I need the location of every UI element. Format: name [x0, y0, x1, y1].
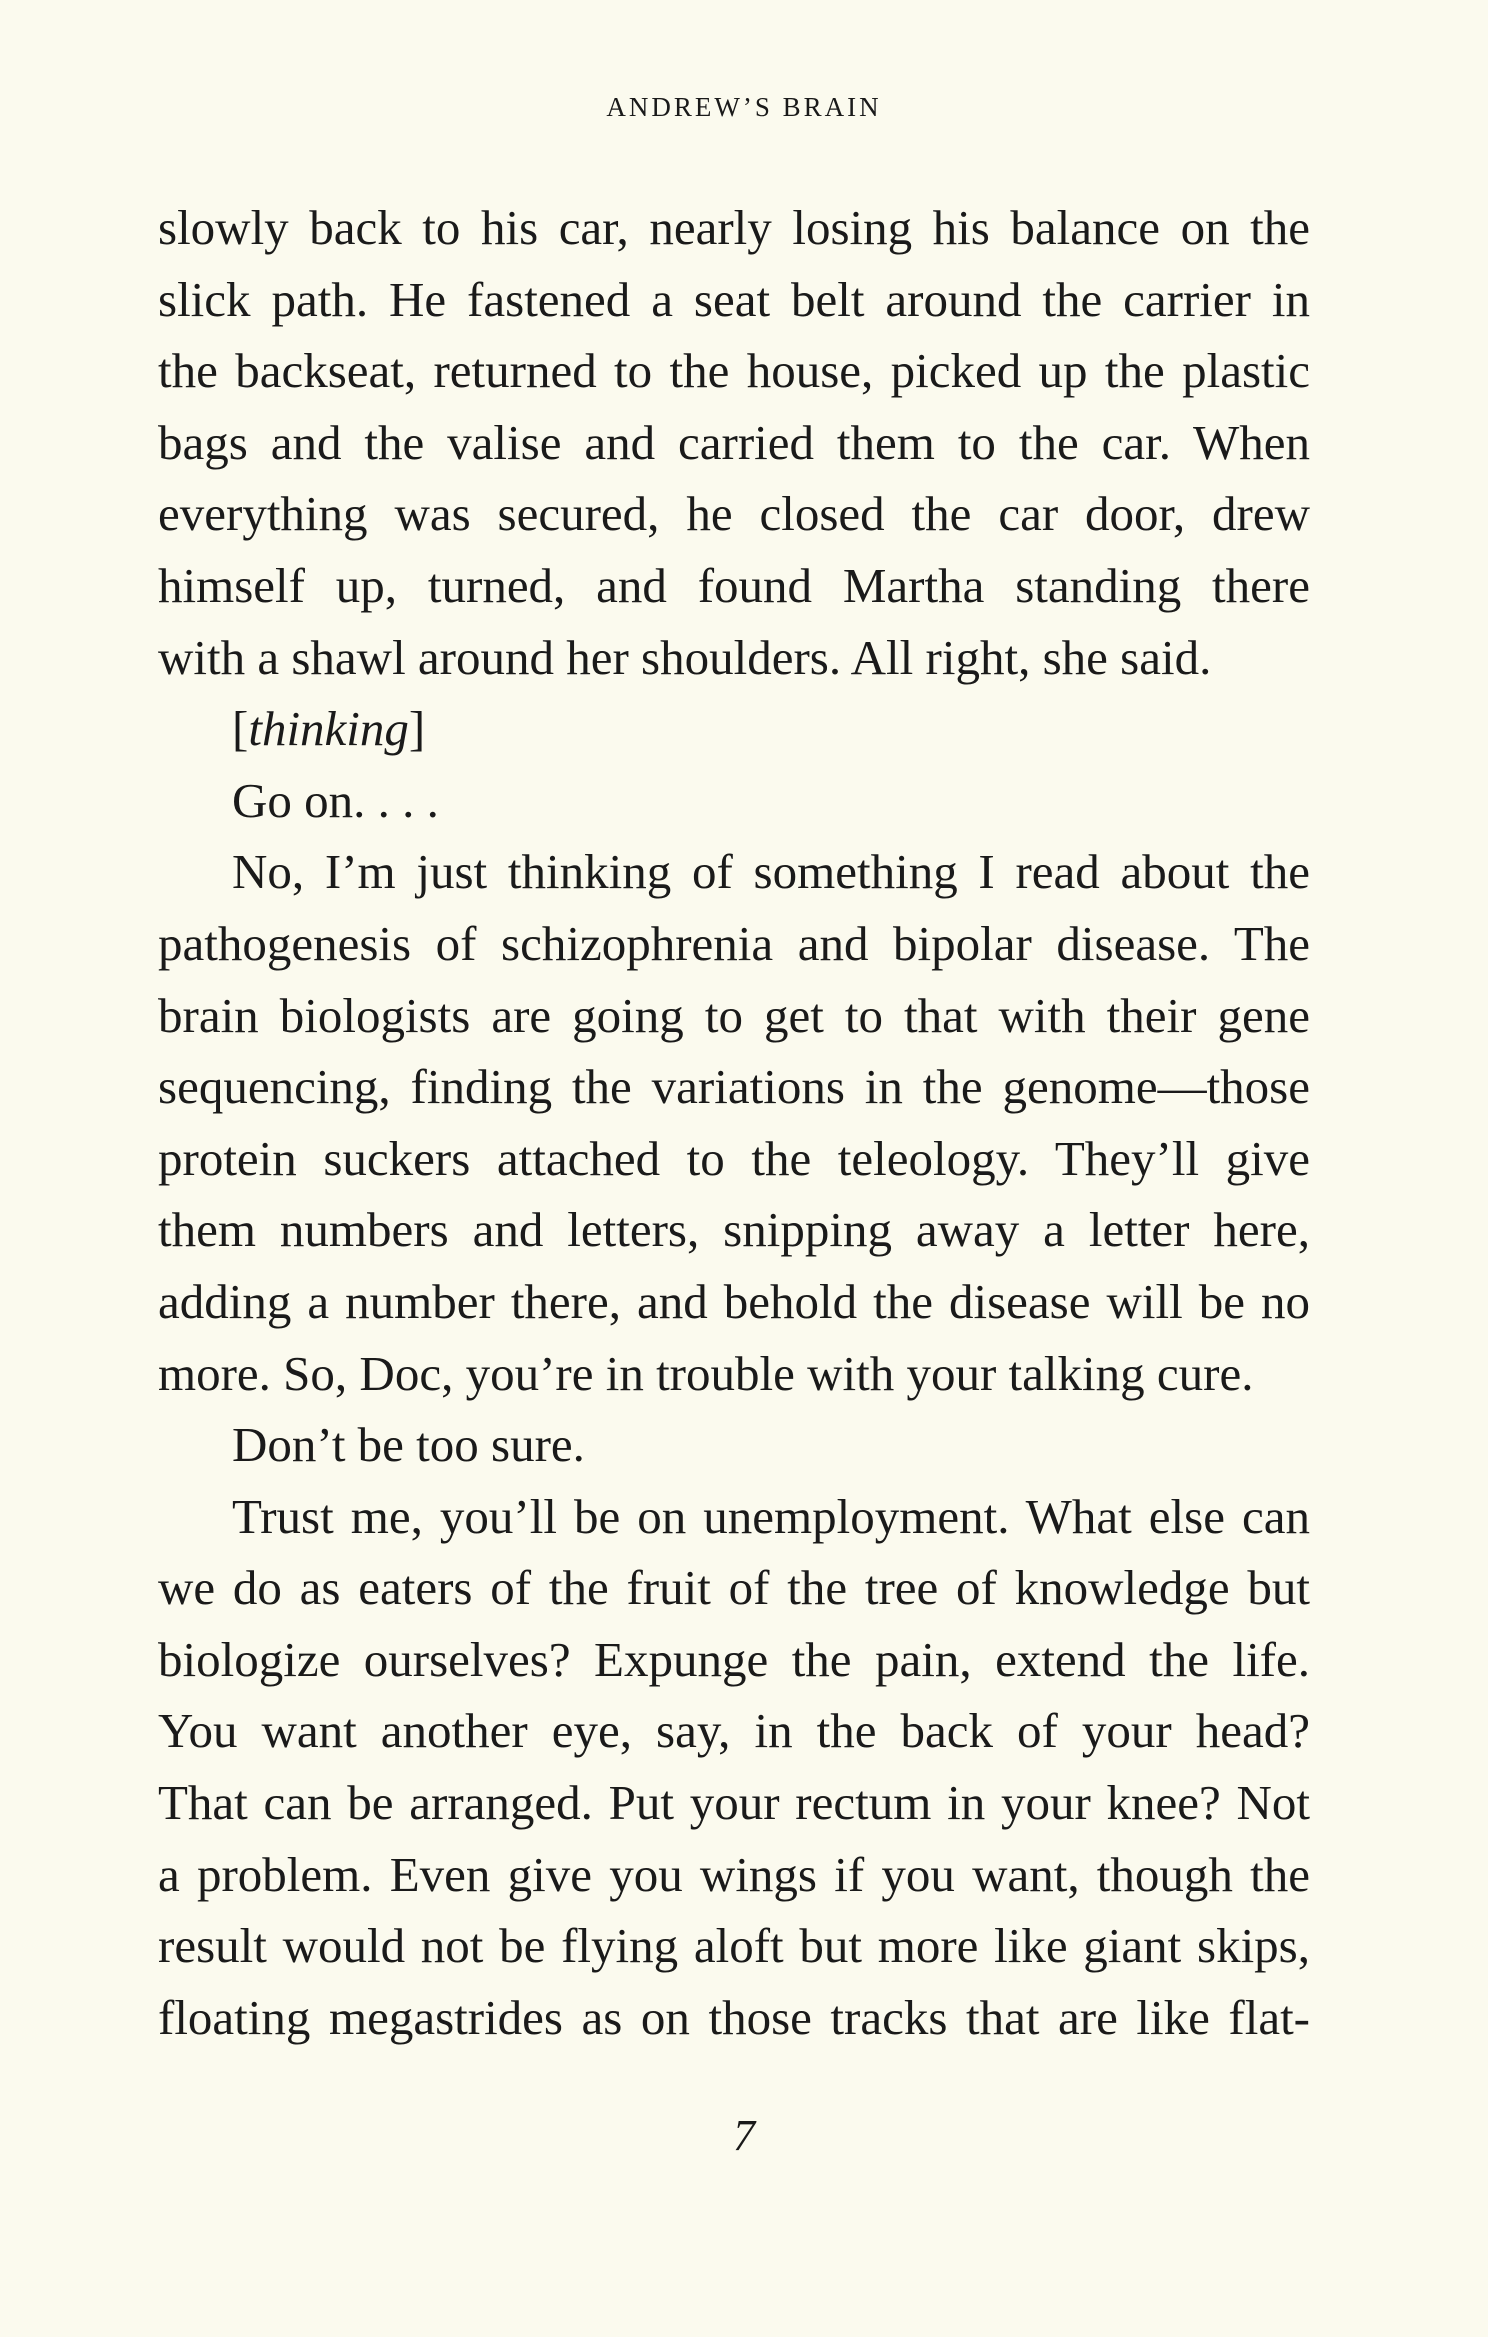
text-line: brain biologists are going to get to that with their gene	[158, 987, 1310, 1043]
text-line-thinking	[158, 693, 1310, 765]
text-line: slowly back to his car, nearly losing his balance on the	[158, 200, 1310, 255]
text-line: the backseat, returned to the house, picked up the plastic	[158, 343, 1310, 399]
text-line: everything was secured, he closed the car door, drew	[158, 486, 1310, 542]
bracket-close: ]	[408, 701, 426, 757]
text-line: pathogenesis of schizophrenia and bipolar disease. The	[158, 915, 1310, 971]
body-text	[158, 192, 1310, 2053]
text-line: we do as eaters of the fruit of the tree of knowledge but	[158, 1560, 1310, 1616]
text-line: himself up, turned, and found Martha standing there	[158, 557, 1310, 613]
text-line: result would not be flying aloft but more like giant skips,	[158, 1918, 1310, 1974]
running-head: ANDREW’S BRAIN	[606, 92, 882, 122]
text-line: them numbers and letters, snipping away a letter here,	[158, 1202, 1310, 1258]
text-line: biologize ourselves? Expunge the pain, extend the life.	[158, 1631, 1310, 1687]
text-line: Go on. . . .	[232, 772, 439, 828]
text-line: slick path. He fastened a seat belt around the carrier in	[158, 271, 1310, 327]
text-line: That can be arranged. Put your rectum in your knee? Not	[158, 1775, 1310, 1831]
text-line: You want another eye, say, in the back of your head?	[158, 1703, 1310, 1759]
text-line: with a shawl around her shoulders. All right, she said.	[158, 629, 1212, 685]
page-number: 7	[733, 2111, 755, 2160]
text-line: more. So, Doc, you’re in trouble with your talking cure.	[158, 1345, 1254, 1401]
text-line: bags and the valise and carried them to the car. When	[158, 414, 1310, 470]
text-line: Don’t be too sure.	[232, 1417, 585, 1473]
text-line: No, I’m just thinking of something I read about the	[232, 844, 1310, 900]
italic-word: thinking	[248, 701, 409, 757]
text-line: protein suckers attached to the teleology. They’ll give	[158, 1130, 1310, 1186]
text-line: sequencing, finding the variations in the genome—those	[158, 1059, 1310, 1115]
text-line: a problem. Even give you wings if you want, though the	[158, 1846, 1310, 1902]
text-line: Trust me, you’ll be on unemployment. What else can	[232, 1488, 1310, 1544]
bracket-open: [	[232, 701, 249, 757]
text-line: floating megastrides as on those tracks that are like flat-	[158, 1989, 1310, 2045]
text-line: adding a number there, and behold the disease will be no	[158, 1273, 1310, 1329]
